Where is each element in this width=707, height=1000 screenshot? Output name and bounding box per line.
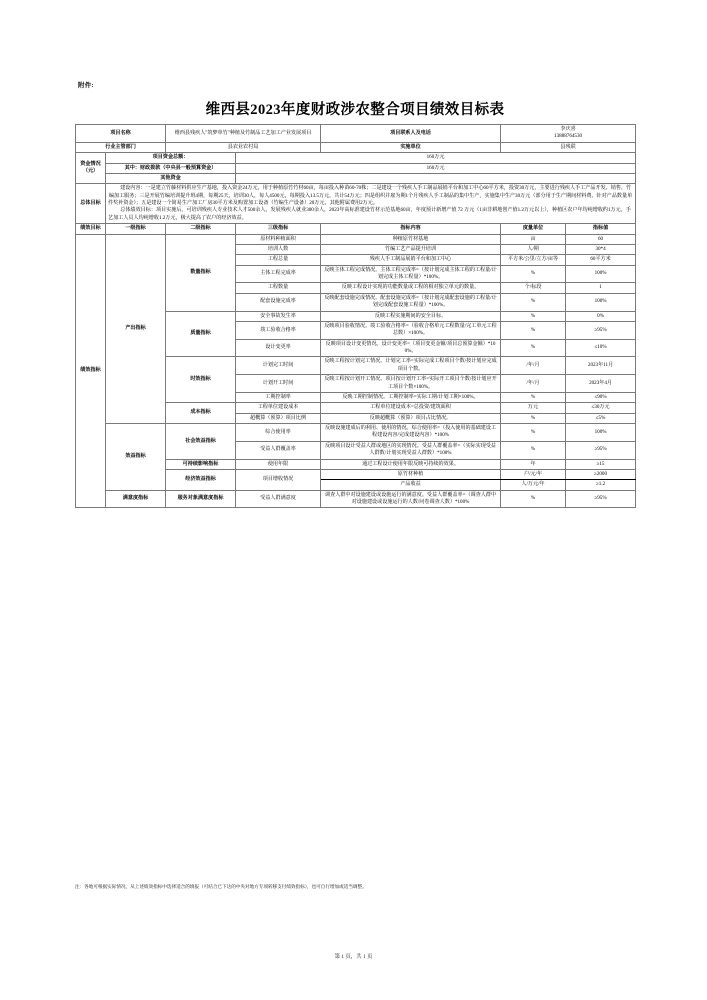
indicator-name: 计划完工时间: [236, 357, 321, 375]
project-name-value: 维西县残疾人"筑梦单竹"种植及竹制品工艺加工产业发展项目: [166, 125, 321, 143]
indicator-unit: %: [501, 413, 566, 423]
indicator-unit: %: [501, 321, 566, 339]
contact-name: 李庆喜: [560, 126, 576, 132]
indicator-name: 竣工验收合格率: [236, 321, 321, 339]
unit-value: 县残联: [501, 142, 636, 152]
indicator-unit: 户/元/年: [501, 469, 566, 479]
indicator-content: 反映主体工程完成情况。主体工程完成率=（按计划完成主体工程的工程量/计划完成主体工程量）*100%。: [321, 265, 501, 283]
table-row-funds-fiscal: [76, 163, 636, 173]
table-row-project-name: [76, 125, 636, 143]
indicator-name: 主体工程完成率: [236, 265, 321, 283]
indicator-unit: 平方米/公里/立方/亩等: [501, 255, 566, 265]
column-header-6: 指标值: [566, 224, 636, 234]
indicator-value: 2023年11月: [566, 357, 636, 375]
goal-label: 绩效指标: [76, 234, 106, 508]
indicator-content: 残疾人手工制品展销平台和加工中心: [321, 255, 501, 265]
level1-benefit: 效益指标: [106, 424, 166, 491]
indicator-name: 培训人数: [236, 244, 321, 254]
level2-timeliness: 时效指标: [166, 357, 236, 403]
indicator-unit: 年: [501, 459, 566, 469]
indicator-name: 设计变更率: [236, 339, 321, 357]
indicator-value: ≤5%: [566, 413, 636, 423]
indicator-content: 通过工程设计使用年限反映可持续的效果。: [321, 459, 501, 469]
page-title: 维西县2023年度财政涉农整合项目绩效目标表: [205, 102, 505, 118]
overall-goal-paragraph-1: 建设内容：一是建立竹藤材料供应生产基地，投入资金24万元，用于种植原竹竹材60亩，每亩投入种苗60-70株；二是建设一个残疾人手工制品展销平台和加工中心60平方米，投资30万元，主要进行残疾人手工产品开发、销售，竹编加工服务；三是开展竹编培训提升班4期，每期25天，培训30人，每人4500元，每期投入13.5万元，共计54万元；四是组织并雇为期1个月残疾人手工制品的集中生产，实施集中生产30万元（部分用于生产期间材料费、针对产品数量单件奖补资金）；五是建设一个简易生产加工厂房30平方米及购置加工设备（竹编生产设备）20万元，其他附属费用2万元。: [108, 185, 633, 206]
indicator-unit: 万元: [501, 403, 566, 413]
level2-sustainability: 可持续影响指标: [166, 459, 236, 469]
indicator-unit: %: [501, 490, 566, 508]
indicator-unit: %: [501, 441, 566, 459]
contact-phone: 13888764530: [554, 133, 583, 140]
indicator-content: 原竹材种植: [321, 469, 501, 479]
funds-total-label: 项目资金总额：: [106, 153, 236, 163]
indicator-unit: /年/月: [501, 357, 566, 375]
indicator-unit: /年/月: [501, 375, 566, 393]
indicator-content: 反映工程设计实现的功能数量或工程的相对独立单元的数量。: [321, 283, 501, 293]
indicator-unit: %: [501, 424, 566, 442]
indicator-content: 反映项目验收情况。竣工验收合格率=（验收合格单元工程数量/完工单元工程总数）×100%。: [321, 321, 501, 339]
indicator-value: 60: [566, 234, 636, 244]
level2-service-satisfaction: 服务对象满意度指标: [166, 490, 236, 508]
performance-goal-table: [75, 124, 636, 508]
level1-satisfaction: 满意度指标: [106, 490, 166, 508]
table-row-funds-other: [76, 173, 636, 183]
funds-other-label: 其他资金: [106, 173, 236, 183]
indicator-value: 100%: [566, 265, 636, 283]
indicator-name: 配套设施完成率: [236, 293, 321, 311]
contact-label: 项目联系人及电话: [321, 125, 501, 143]
indicator-name: 综合使用率: [236, 424, 321, 442]
indicator-value: 100%: [566, 424, 636, 442]
indicator-name: 受益人群满意度: [236, 490, 321, 508]
page-footer: 第 1 页，共 1 页: [334, 954, 373, 960]
level2-quantity: 数量指标: [166, 234, 236, 311]
column-header-0: 绩效目标: [76, 224, 106, 234]
overall-goal-content: [106, 184, 636, 224]
project-name-label: 项目名称: [76, 125, 166, 143]
indicator-value: ≥1.2: [566, 480, 636, 490]
indicator-content: 反映工期控制情况。工期控制率=实际工期/计划工期×100%。: [321, 392, 501, 402]
indicator-content: 反映项目设计受益人群或地区的实现情况。受益人群覆盖率=（实际实现受益人群数/计划实现受益人群数）*100%: [321, 441, 501, 459]
indicator-name: 工程单位建设成本: [236, 403, 321, 413]
indicator-header-row: [76, 224, 636, 234]
indicator-content: 竹编工艺产品提升培训: [321, 244, 501, 254]
table-row: [76, 424, 636, 442]
indicator-value: 2023年4月: [566, 375, 636, 393]
footnote: 注：各地可根据实际情况，从上述绩效指标中选择适合的填报（可结合已下达的中央对地方专项转移支付绩效指标），也可自行增加或适当调整。: [75, 884, 367, 889]
funds-label: 资金情况（元）: [76, 153, 106, 184]
indicator-content: 产品收益: [321, 480, 501, 490]
level2-economic-benefit: 经济效益指标: [166, 469, 236, 490]
indicator-value: ≤90%: [566, 392, 636, 402]
indicator-value: ≥95%: [566, 321, 636, 339]
indicator-unit: %: [501, 339, 566, 357]
indicator-value: 0%: [566, 311, 636, 321]
indicator-name: 原材料种植面积: [236, 234, 321, 244]
indicator-content: 反映工程按计划开工情况。项目按计划开工率=实际开工项目个数/按计划应开工项目个数×100%。: [321, 375, 501, 393]
funds-fiscal-label: 其中：财政拨款（中央县一般预算资金）: [106, 163, 236, 173]
indicator-content: 反映设施建成后的利用、使用的情况。综合使用率=（投入使用的基础建设工程建设内容/完成建设内容）*100%: [321, 424, 501, 442]
indicator-content: 反映项目设计变更情况。设计变更率=（项目变更金额/项目总预算金额）*100%。: [321, 339, 501, 357]
indicator-unit: 亩: [501, 234, 566, 244]
level2-cost: 成本指标: [166, 403, 236, 424]
indicator-name: 工期控制率: [236, 392, 321, 402]
table-row-funds-total: [76, 153, 636, 163]
indicator-name: 安全事故发生率: [236, 311, 321, 321]
funds-other-value: [236, 173, 636, 183]
indicator-unit: %: [501, 265, 566, 283]
indicator-name: 项目增收情况: [236, 469, 321, 490]
unit-label: 实施单位: [321, 142, 501, 152]
contact-value: [501, 125, 636, 143]
indicator-content: 反映超概算（预算）项目占比情况。: [321, 413, 501, 423]
funds-fiscal-value: 160万元: [236, 163, 636, 173]
indicator-value: 30*4: [566, 244, 636, 254]
attachment-label: 附件:: [78, 82, 94, 89]
indicator-name: 工程数量: [236, 283, 321, 293]
column-header-4: 指标内容: [321, 224, 501, 234]
indicator-unit: %: [501, 392, 566, 402]
indicator-value: ≤30万元: [566, 403, 636, 413]
indicator-content: 种植原竹材基地: [321, 234, 501, 244]
indicator-name: 工程总量: [236, 255, 321, 265]
indicator-value: 100%: [566, 293, 636, 311]
column-header-2: 二级指标: [166, 224, 236, 234]
indicator-unit: 个/标段: [501, 283, 566, 293]
indicator-name: 计划开工时间: [236, 375, 321, 393]
indicator-value: ≤10%: [566, 339, 636, 357]
overall-goal-label: 总体目标: [76, 184, 106, 224]
level1-output: 产出指标: [106, 234, 166, 424]
indicator-unit: %: [501, 293, 566, 311]
indicator-value: 1: [566, 283, 636, 293]
overall-goal-paragraph-2: 总体绩效目标：项目实施后，可培训残疾人专业技术人才500余人，发展残疾人就业300余人，2023年高标准建设竹材示范基地60亩，年度预计新增产值 72 万元（1亩非耕地创产值1.2万元以上），种植区农户年均纯增收约1万元，手艺加工人员人均纯增收1.2万元，极大提高了农户的经济效益。: [108, 207, 631, 221]
indicator-content: 反映配套设施完成情况。配套设施完成率=（按计划完成配套设施的工程量/计划完成配套设施工程量）*100%。: [321, 293, 501, 311]
level2-social-benefit: 社会效益指标: [166, 424, 236, 460]
indicator-unit: 人/万元/年: [501, 480, 566, 490]
indicator-name: 超概算（预算）项目比例: [236, 413, 321, 423]
column-header-5: 度量单位: [501, 224, 566, 234]
indicator-unit: %: [501, 311, 566, 321]
indicator-name: 受益人群覆盖率: [236, 441, 321, 459]
table-row: [76, 490, 636, 508]
indicator-value: ≥15: [566, 459, 636, 469]
funds-total-value: 160万元: [236, 153, 636, 163]
level2-quality: 质量指标: [166, 311, 236, 357]
indicator-unit: 人/期: [501, 244, 566, 254]
column-header-3: 三级指标: [236, 224, 321, 234]
column-header-1: 一级指标: [106, 224, 166, 234]
indicator-content: 工程单位建设成本=总投资/建筑面积: [321, 403, 501, 413]
indicator-name: 使用年限: [236, 459, 321, 469]
table-row-overall-goal: [76, 184, 636, 224]
table-row-department: [76, 142, 636, 152]
indicator-value: 60平方米: [566, 255, 636, 265]
indicator-content: 调查人群中对设施建设或设施运行的满意度。受益人群覆盖率=（调查人群中对设施建设或设施运行的人数/问卷调查人数）*100%: [321, 490, 501, 508]
department-label: 行业主管部门: [76, 142, 166, 152]
indicator-content: 反映工程实施期间的安全目标。: [321, 311, 501, 321]
department-value: 县农业农村局: [166, 142, 321, 152]
indicator-value: ≥95%: [566, 490, 636, 508]
table-row: [76, 234, 636, 244]
indicator-value: ≥2000: [566, 469, 636, 479]
indicator-value: ≥95%: [566, 441, 636, 459]
indicator-content: 反映工程按计划完工情况。计划完工率=实际完成工程项目个数/按计划应完成项目个数。: [321, 357, 501, 375]
